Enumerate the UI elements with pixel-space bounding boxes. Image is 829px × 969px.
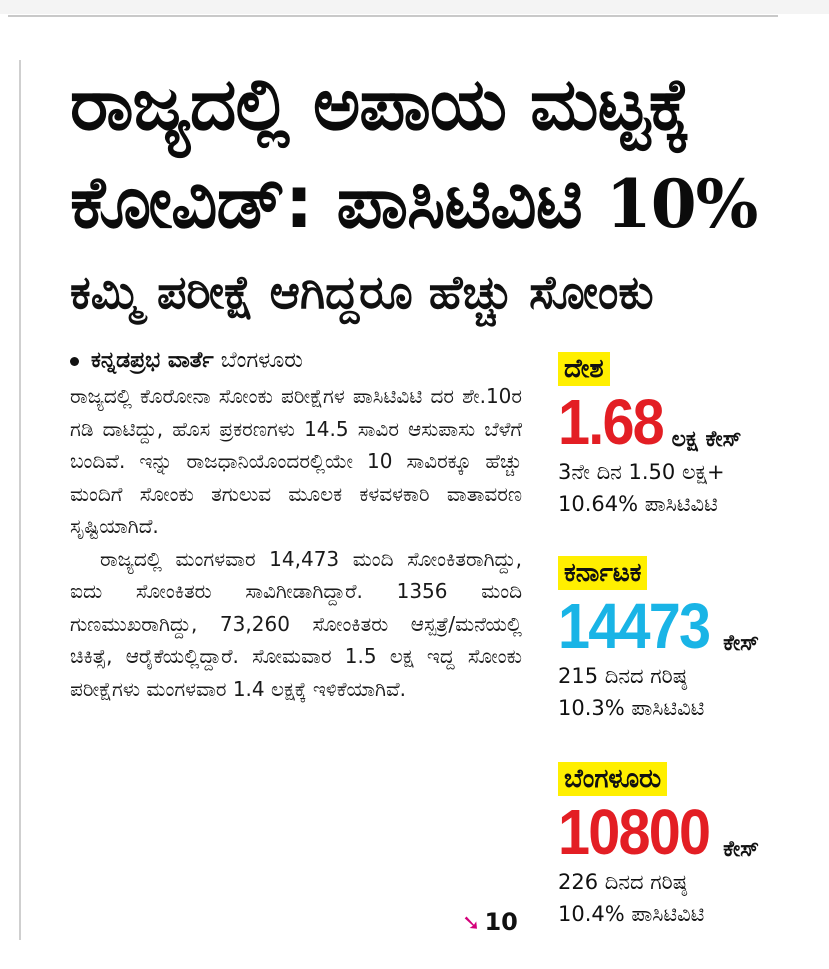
stat-note-karnataka-2: 10.3% ಪಾಸಿಟಿವಿಟಿ	[558, 696, 705, 720]
byline	[70, 346, 303, 376]
article-body	[70, 380, 522, 705]
stat-unit-bengaluru: ಕೇಸ್	[723, 837, 759, 862]
byline-place: ಬೆಂಗಳೂರು	[220, 348, 303, 373]
bullet-icon	[70, 357, 79, 366]
stat-note-karnataka-1: 215 ದಿನದ ಗರಿಷ್ಠ	[558, 664, 687, 688]
article-paragraph-2: ರಾಜ್ಯದಲ್ಲಿ ಮಂಗಳವಾರ 14,473 ಮಂದಿ ಸೋಂಕಿತರಾಗಿದ್ದು, ಐದು ಸೋಂಕಿತರು ಸಾವಿಗೀಡಾಗಿದ್ದಾರೆ. 1356 ಮಂದಿ ಗುಣಮುಖರಾಗಿದ್ದು, 73,260 ಸೋಂಕಿತರು ಆಸ್ಪತ್ರೆ/ಮನೆಯಲ್ಲಿ ಚಿಕಿತ್ಸೆ, ಆರೈಕೆಯಲ್ಲಿದ್ದಾರೆ. ಸೋಮವಾರ 1.5 ಲಕ್ಷ ಇದ್ದ ಸೋಂಕು ಪರೀಕ್ಷೆಗಳು ಮಂಗಳವಾರ 1.4 ಲಕ್ಷಕ್ಕೆ ಇಳಿಕೆಯಾಗಿವೆ.	[70, 546, 522, 701]
continued-page-number: 10	[484, 908, 518, 936]
headline-line-2	[70, 160, 757, 246]
stat-figure-country	[558, 388, 820, 456]
byline-agency: ಕನ್ನಡಪ್ರಭ ವಾರ್ತೆ	[91, 348, 214, 373]
stat-value-bengaluru: 10800	[558, 796, 710, 868]
stat-box-karnataka	[558, 556, 820, 724]
headline-line-1: ರಾಜ್ಯದಲ್ಲಿ ಅಪಾಯ ಮಟ್ಟಕ್ಕೆ	[70, 62, 690, 146]
article-paragraph-1: ರಾಜ್ಯದಲ್ಲಿ ಕೊರೋನಾ ಸೋಂಕು ಪರೀಕ್ಷೆಗಳ ಪಾಸಿಟಿವಿಟಿ ದರ ಶೇ.10ರ ಗಡಿ ದಾಟಿದ್ದು, ಹೊಸ ಪ್ರಕರಣಗಳು 14.5 ಸಾವಿರ ಆಸುಪಾಸು ಬೆಳೆಗೆ ಬಂದಿವೆ. ಇನ್ನು ರಾಜಧಾನಿಯೊಂದರಲ್ಲಿಯೇ 10 ಸಾವಿರಕ್ಕೂ ಹೆಚ್ಚು ಮಂದಿಗೆ ಸೋಂಕು ತಗುಲುವ ಮೂಲಕ ಕಳವಳಕಾರಿ ವಾತಾವರಣ ಸೃಷ್ಟಿಯಾಗಿದೆ.	[70, 384, 522, 538]
stat-note-country-1: 3ನೇ ದಿನ 1.50 ಲಕ್ಷ+	[558, 460, 725, 484]
continued-on-page	[462, 908, 518, 936]
stat-figure-bengaluru	[558, 798, 820, 866]
stat-note-country-2: 10.64% ಪಾಸಿಟಿವಿಟಿ	[558, 492, 718, 516]
stat-box-country	[558, 352, 820, 520]
headline-positivity-number: 10%	[605, 165, 758, 243]
column-rule	[19, 60, 21, 940]
stat-note-bengaluru-2: 10.4% ಪಾಸಿಟಿವಿಟಿ	[558, 902, 705, 926]
stat-unit-karnataka: ಕೇಸ್	[723, 631, 759, 656]
subheadline: ಕಮ್ಮಿ ಪರೀಕ್ಷೆ ಆಗಿದ್ದರೂ ಹೆಚ್ಚು ಸೋಂಕು	[70, 265, 654, 319]
stat-label-karnataka: ಕರ್ನಾಟಕ	[558, 556, 647, 590]
page-top-margin	[0, 0, 829, 14]
stat-label-country: ದೇಶ	[558, 352, 610, 386]
stat-value-karnataka: 14473	[558, 590, 710, 662]
stat-figure-karnataka	[558, 592, 820, 660]
stat-label-bengaluru: ಬೆಂಗಳೂರು	[558, 762, 667, 796]
stat-box-bengaluru	[558, 762, 820, 930]
stat-value-country: 1.68	[558, 386, 663, 458]
arrow-down-right-icon: ➘	[462, 911, 481, 936]
stat-unit-country: ಲಕ್ಷ ಕೇಸ್	[671, 427, 742, 452]
headline-line-2-text: ಕೋವಿಡ್: ಪಾಸಿಟಿವಿಟಿ	[70, 160, 582, 244]
stat-note-bengaluru-1: 226 ದಿನದ ಗರಿಷ್ಠ	[558, 870, 687, 894]
top-divider	[8, 15, 778, 17]
